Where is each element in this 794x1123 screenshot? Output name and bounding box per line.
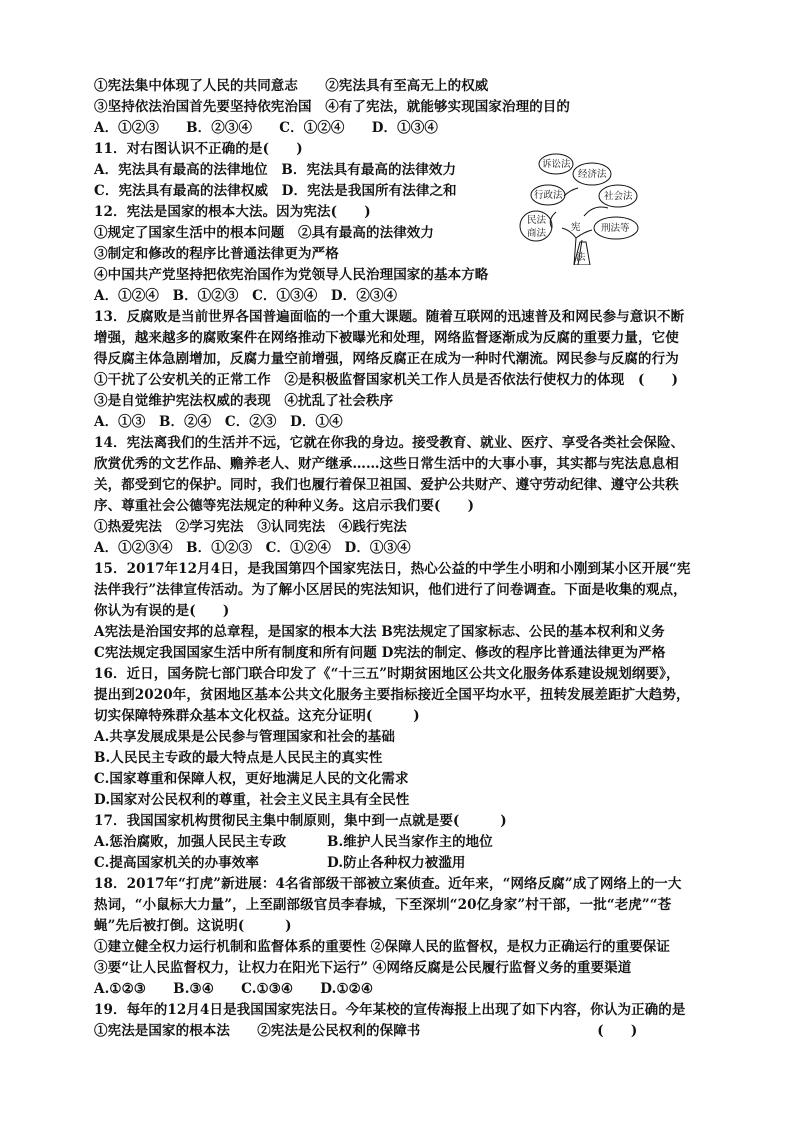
tree-branch-administrative: 行政法 [534, 190, 563, 201]
text-line-5: A．宪法具有最高的法律地位 B．宪法具有最高的法律效力 [94, 162, 457, 178]
text-line-22: ①热爱宪法 ②学习宪法 ③认同宪法 ④践行宪法 [94, 519, 407, 535]
text-line-14: 得反腐主体急剧增加，反腐力量空前增强，网络反腐正在成为一种时代潮流。网民参与反腐的行为 [94, 351, 679, 367]
tree-trunk-label: 宪 [571, 222, 581, 233]
text-line-42: ①建立健全权力运行机制和监督体系的重要性 ②保障人民的监督权，是权力正确运行的重要保证 [94, 939, 670, 955]
text-line-41: 蝇”先后被打倒。这说明( ) [94, 918, 292, 934]
text-line-18: 14．宪法离我们的生活并不远，它就在你我的身边。接受教育、就业、医疗、享受各类社会保险、 [94, 435, 685, 451]
text-line-35: D.国家对公民权利的尊重，社会主义民主具有全民性 [94, 792, 410, 808]
text-line-30: 提出到2020年，贫困地区基本公共文化服务主要指标接近全国平均水平，扭转发展差距扩大趋势， [94, 687, 690, 703]
text-line-10: ④中国共产党坚持把依宪治国作为党领导人民治理国家的基本方略 [94, 267, 489, 283]
tree-branch-criminal: 刑法等 [601, 223, 630, 234]
text-line-7: 12．宪法是国家的根本大法。因为宪法( ) [94, 204, 371, 220]
text-line-43: ③要“让人民监督权力，让权力在阳光下运行” ④网络反腐是公民履行监督义务的重要渠道 [94, 960, 632, 976]
text-line-46: ①宪法是国家的根本法 ②宪法是公民权利的保障书 ( ) [94, 1023, 638, 1039]
text-line-34: C.国家尊重和保障人权，更好地满足人民的文化需求 [94, 771, 409, 787]
tree-branch-civil: 民法 [527, 215, 547, 226]
text-line-38: C.提高国家机关的办事效率 D.防止各种权力被滥用 [94, 855, 466, 871]
text-line-1: ①宪法集中体现了人民的共同意志 ②宪法具有至高无上的权威 [94, 78, 489, 94]
text-line-8: ①规定了国家生活中的根本问题 ②具有最高的法律效力 [94, 225, 434, 241]
text-line-16: ③是自觉维护宪法权威的表现 ④扰乱了社会秩序 [94, 393, 394, 409]
text-line-20: 关，都受到它的保护。同时，我们也履行着保卫祖国、爱护公共财产、遵守劳动纪律、遵守公共秩 [94, 477, 679, 493]
text-line-2: ③坚持依法治国首先要坚持依宪治国 ④有了宪法，就能够实现国家治理的目的 [94, 99, 570, 115]
law-tree-figure [512, 150, 652, 265]
text-line-44: A.①②③ B.③④ C.①③④ D.①②④ [94, 981, 374, 997]
text-line-25: 法伴我行”法律宣传活动。为了解小区居民的宪法知识，他们进行了问卷调查。下面是收集的观点， [94, 582, 687, 598]
text-line-40: 热词，“小鼠标大力量”，上至副部级官员李春城，下至深圳“20亿身家”村干部，一批“老虎”“苍 [94, 897, 672, 913]
text-line-23: A．①②③④ B．①②③ C．①②④ D．①③④ [94, 540, 411, 556]
text-line-9: ③制定和修改的程序比普通法律更为严格 [94, 246, 339, 262]
text-line-36: 17．我国国家机构贯彻民主集中制原则，集中到一点就是要( ) [94, 813, 507, 829]
text-line-15: ①干扰了公安机关的正常工作 ②是积极监督国家机关工作人员是否依法行使权力的体现 ( ) [94, 372, 679, 388]
text-line-19: 欣赏优秀的文艺作品、赡养老人、财产继承……这些日常生活中的大事小事，其实都与宪法息息相 [94, 456, 679, 472]
text-line-27: A宪法是治国安邦的总章程，是国家的根本大法 B宪法规定了国家标志、公民的基本权利和义务 [94, 624, 665, 640]
text-line-45: 19．每年的12月4日是我国国家宪法日。今年某校的宣传海报上出现了如下内容，你认为正确的是 [94, 1002, 686, 1018]
text-line-31: 切实保障特殊群众基本文化权益。这充分证明( ) [94, 708, 420, 724]
text-line-33: B.人民民主专政的最大特点是人民民主的真实性 [94, 750, 383, 766]
tree-branch-economic: 经济法 [578, 169, 607, 180]
text-line-26: 你认为有误的是( ) [94, 603, 230, 619]
tree-branch-litigation: 诉讼法 [542, 159, 571, 170]
text-line-32: A.共享发展成果是公民参与管理国家和社会的基础 [94, 729, 395, 745]
tree-branch-commercial: 商法 [527, 228, 547, 239]
text-line-6: C．宪法具有最高的法律权威 D．宪法是我国所有法律之和 [94, 183, 457, 199]
text-line-29: 16．近日，国务院七部门联合印发了《“十三五”时期贫困地区公共文化服务体系建设规划纲要》， [94, 666, 680, 682]
text-line-24: 15．2017年12月4日，是我国第四个国家宪法日，热心公益的中学生小明和小刚到某小区开展“宪 [94, 561, 691, 577]
text-line-13: 增强，越来越多的腐败案件在网络推动下被曝光和处理，网络监督逐渐成为反腐的重要力量，它使 [94, 330, 679, 346]
text-line-37: A.惩治腐败，加强人民民主专政 B.维护人民当家作主的地位 [94, 834, 493, 850]
tree-root-label: 法 [576, 252, 586, 263]
text-line-12: 13．反腐败是当前世界各国普遍面临的一个重大课题。随着互联网的迅速普及和网民参与意识不断 [94, 309, 685, 325]
text-line-11: A．①②④ B．①②③ C．①③④ D．②③④ [94, 288, 398, 304]
text-line-4: 11．对右图认识不正确的是( ) [94, 141, 303, 157]
text-line-3: A．①②③ B．②③④ C．①②④ D．①③④ [94, 120, 438, 136]
text-line-21: 序、尊重社会公德等宪法规定的种种义务。这启示我们要( ) [94, 498, 475, 514]
tree-branch-social: 社会法 [604, 191, 633, 202]
text-line-39: 18．2017年“打虎”新进展：4名省部级干部被立案侦查。近年来，“网络反腐”成了网络上的一大 [94, 876, 682, 892]
text-line-28: C宪法规定我国国家生活中所有制度和所有问题 D宪法的制定、修改的程序比普通法律更为严格 [94, 645, 666, 661]
text-line-17: A．①③ B．②④ C．②③ D．①④ [94, 414, 343, 430]
